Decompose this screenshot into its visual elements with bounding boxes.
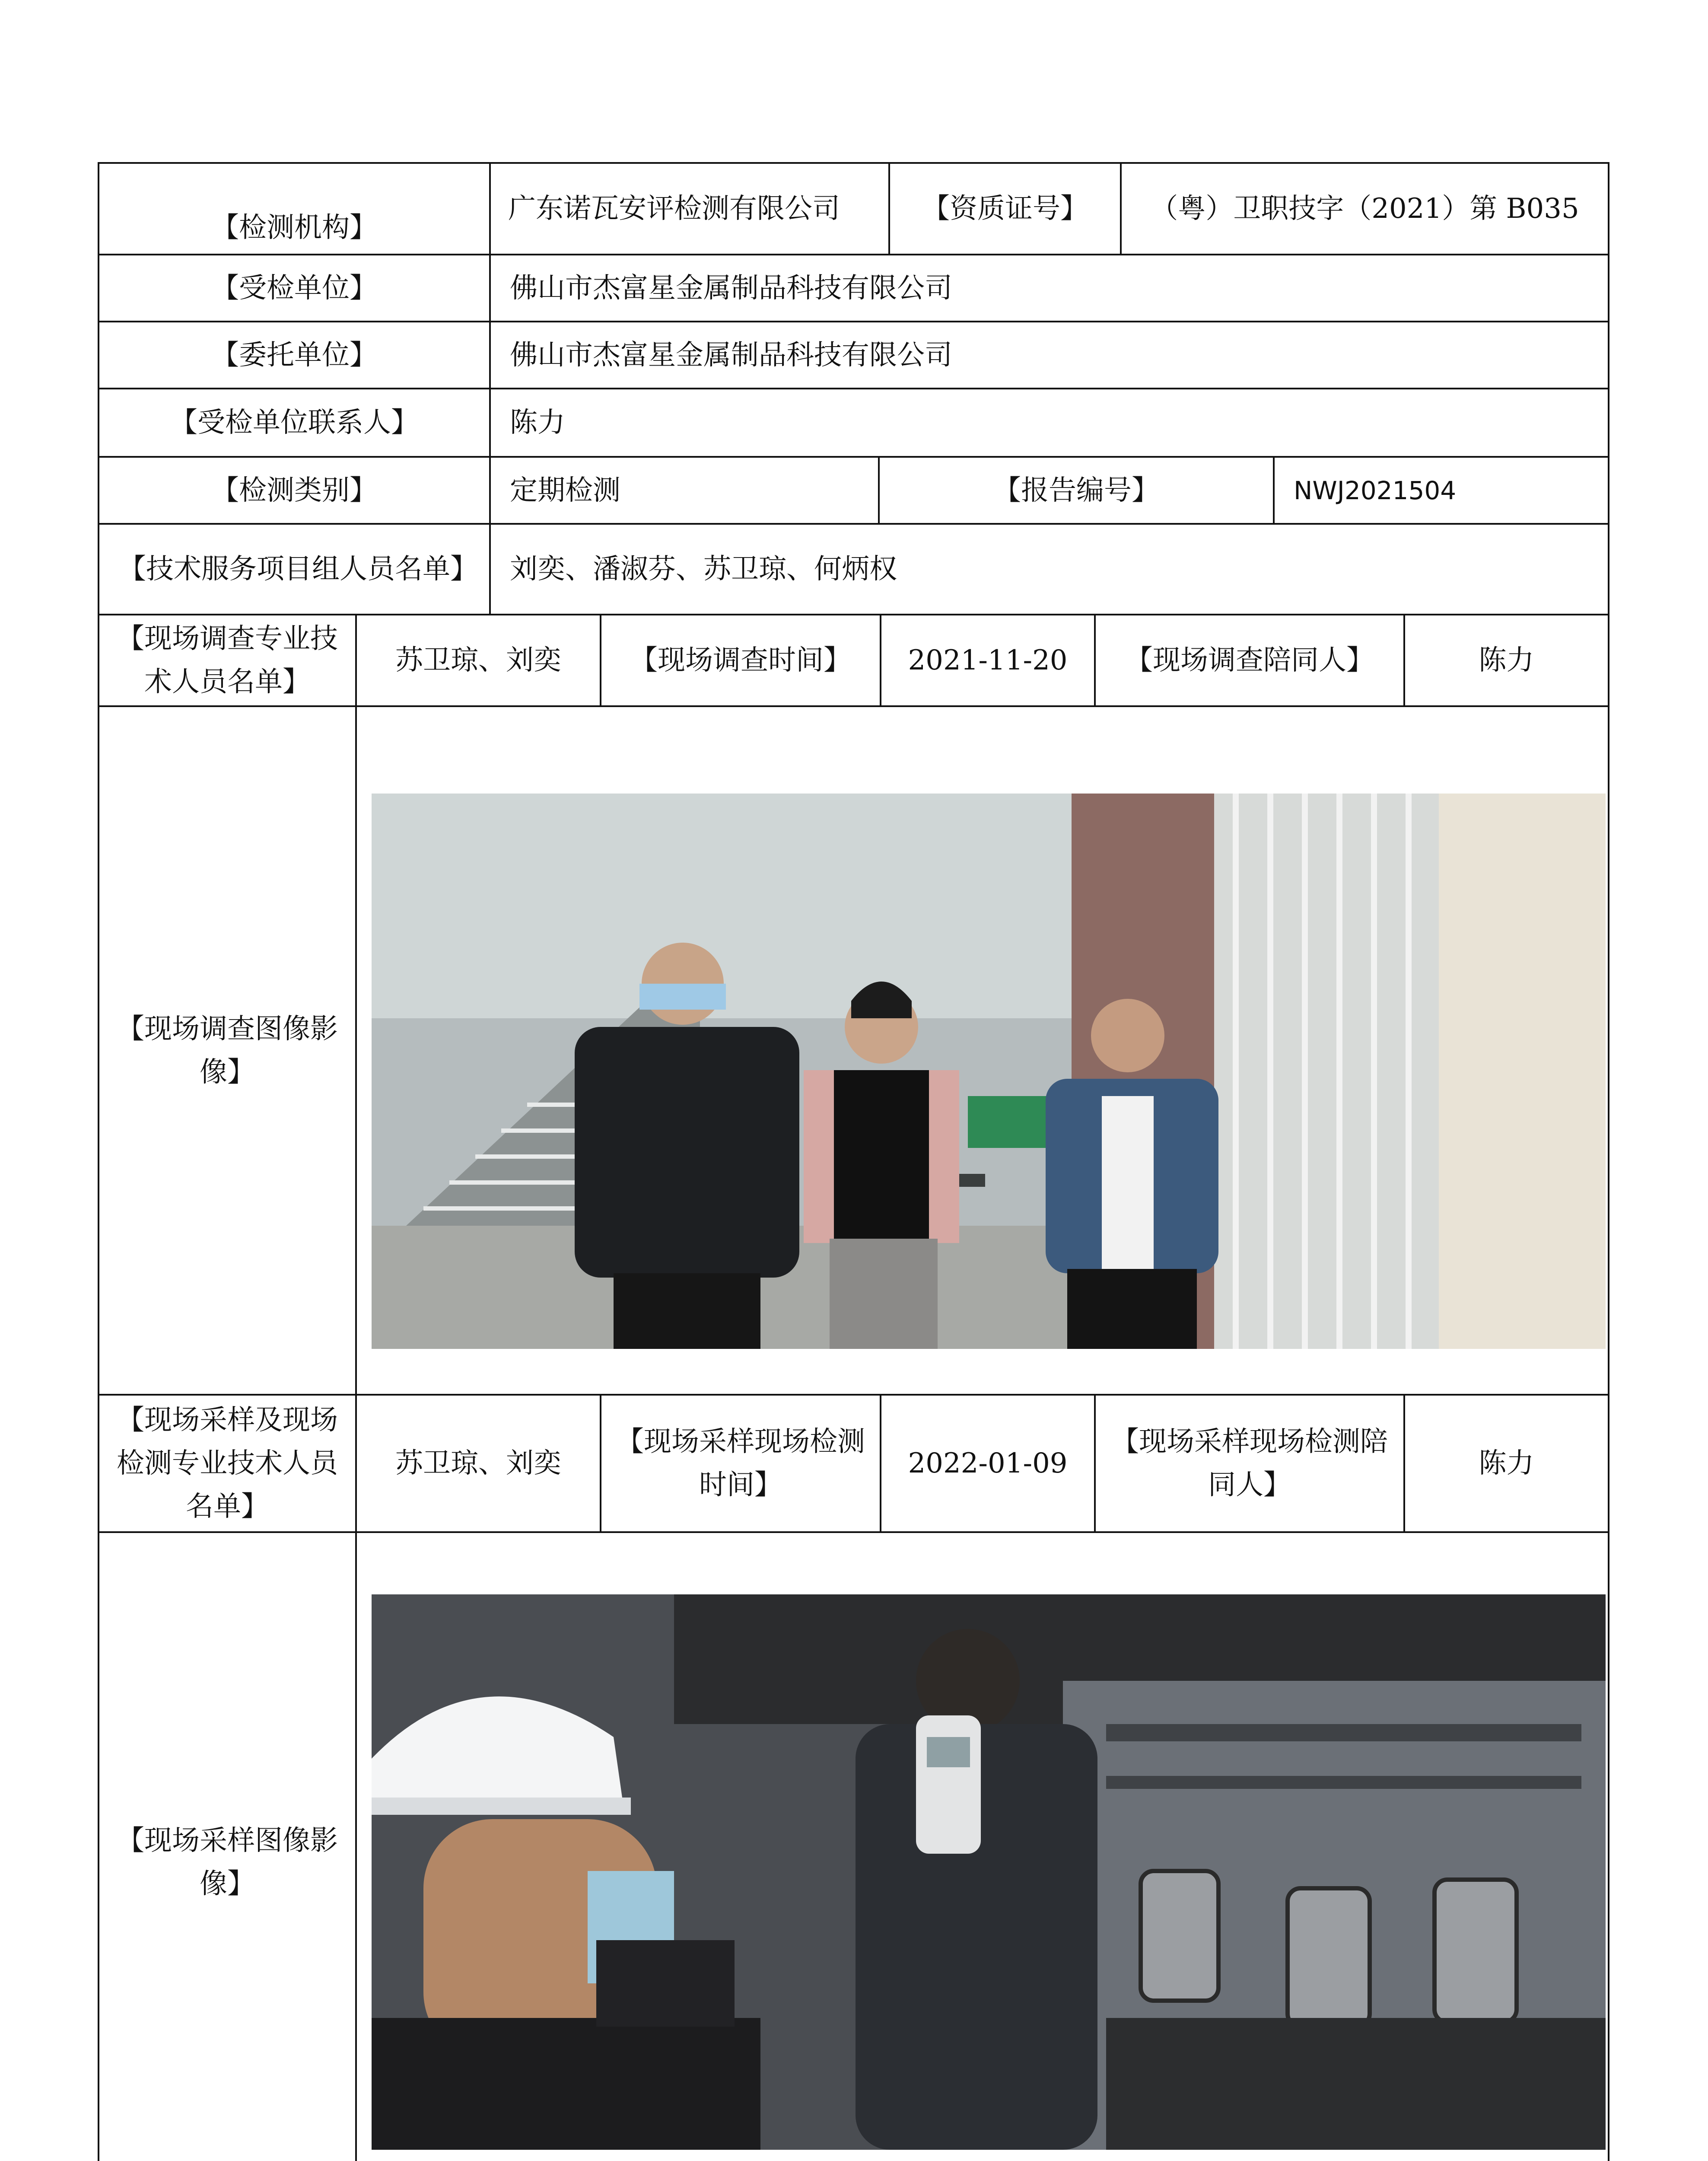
row-contact: [99, 389, 1608, 458]
value-category: 定期检测: [491, 458, 880, 523]
value-sampling-staff: 苏卫琼、刘奕: [357, 1396, 601, 1531]
label-sampling-staff: 【现场采样及现场检测专业技术人员名单】: [99, 1396, 357, 1531]
value-inspected-unit: 佛山市杰富星金属制品科技有限公司: [510, 272, 952, 304]
label-report-no: 【报告编号】: [880, 458, 1275, 523]
label-institution: 【检测机构】: [99, 164, 491, 254]
value-client-unit: 佛山市杰富星金属制品科技有限公司: [510, 339, 952, 371]
value-project-team: 刘奕、潘淑芬、苏卫琼、何炳权: [510, 553, 897, 585]
label-qualification: 【资质证号】: [890, 164, 1122, 254]
label-survey-companion: 【现场调查陪同人】: [1096, 615, 1405, 705]
label-sampling-companion: 【现场采样现场检测陪同人】: [1096, 1396, 1405, 1531]
value-institution: 广东诺瓦安评检测有限公司: [491, 164, 890, 254]
row-project-team: [99, 525, 1608, 615]
survey-photo: [372, 794, 1606, 1349]
label-inspected-unit: 【受检单位】: [99, 255, 491, 321]
label-survey-staff: 【现场调查专业技术人员名单】: [99, 615, 357, 705]
value-contact: 陈力: [510, 407, 565, 439]
row-sampling: [99, 1396, 1608, 1533]
label-project-team: 【技术服务项目组人员名单】: [99, 525, 491, 614]
label-survey-time: 【现场调查时间】: [601, 615, 881, 705]
value-survey-companion: 陈力: [1479, 644, 1534, 676]
row-institution: [99, 164, 1608, 255]
row-survey-image: [99, 707, 1608, 1396]
row-sampling-image: [99, 1533, 1608, 2161]
label-sampling-image: 【现场采样图像影像】: [99, 1533, 357, 2161]
sampling-image-cell: [357, 1533, 1608, 2161]
inspection-info-table: [98, 162, 1609, 2161]
value-qualification: （粤）卫职技字（2021）第 B035: [1150, 193, 1579, 225]
value-report-no: NWJ2021504: [1294, 475, 1457, 505]
value-sampling-companion: 陈力: [1479, 1447, 1534, 1479]
label-sampling-time: 【现场采样现场检测时间】: [601, 1396, 881, 1531]
row-inspected-unit: [99, 255, 1608, 322]
row-client-unit: [99, 322, 1608, 389]
label-client-unit: 【委托单位】: [99, 322, 491, 388]
row-category: [99, 458, 1608, 525]
sampling-photo: [372, 1594, 1606, 2150]
label-contact: 【受检单位联系人】: [99, 389, 491, 456]
value-survey-staff: 苏卫琼、刘奕: [357, 615, 601, 705]
label-category: 【检测类别】: [99, 458, 491, 523]
label-survey-image: 【现场调查图像影像】: [99, 707, 357, 1394]
row-site-survey: [99, 615, 1608, 707]
survey-image-cell: [357, 707, 1608, 1394]
value-sampling-time: 2022-01-09: [881, 1396, 1096, 1531]
value-survey-time: 2021-11-20: [881, 615, 1096, 705]
